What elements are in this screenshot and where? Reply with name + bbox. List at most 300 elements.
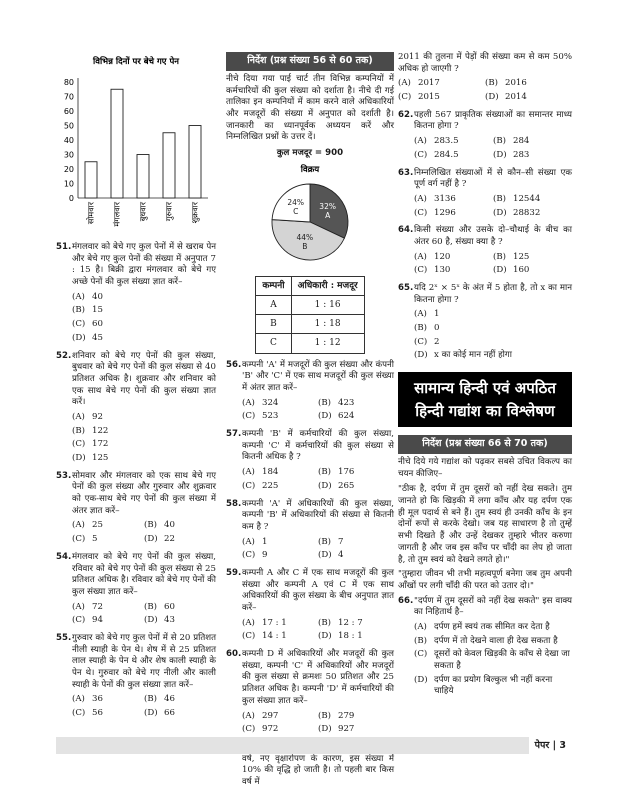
question — [398, 596, 572, 700]
question-number: 64. — [398, 225, 414, 236]
option[interactable] — [318, 466, 394, 480]
option-text: 2015 — [418, 92, 440, 103]
option[interactable] — [493, 264, 572, 278]
option[interactable] — [72, 332, 216, 346]
option-letter: (D) — [485, 92, 499, 103]
option-letter: (C) — [414, 336, 428, 347]
bar — [111, 89, 123, 198]
option-text: 72 — [92, 601, 103, 612]
question-text: कम्पनी A और C में एक साथ मजदूरों की कुल संख्या और कम्पनी A एवं C में एक साथ अधिकारियों की कुल संख्या के बीच अनुपात ज्ञात करें– — [242, 567, 394, 614]
option[interactable] — [414, 336, 572, 350]
option-letter: (C) — [414, 207, 428, 218]
x-tick-label: मंगलवार — [112, 202, 122, 227]
option[interactable] — [144, 519, 216, 533]
options — [56, 693, 216, 720]
question-66 — [398, 596, 572, 700]
option-text: 22 — [164, 534, 175, 545]
option-text: 0 — [434, 323, 440, 334]
bar — [85, 162, 97, 198]
bar-chart-svg — [56, 52, 216, 242]
option[interactable] — [72, 411, 216, 425]
direction-header-56-60: निर्देश (प्रश्न संख्या 56 से 60 तक) — [226, 52, 394, 71]
question-text: कम्पनी D में अधिकारियों और मजदूरों की कुल संख्या, कम्पनी 'C' में अधिकारियों और मजदूरों की कुल संख्या से क्रमशः 50 प्रतिशत और 25 प्रतिशत अधिक है। कम्पनी 'D' में कर्मचारियों की कुल संख्या ज्ञात करें– — [242, 649, 394, 706]
option-text: 92 — [92, 411, 103, 422]
option-letter: (A) — [242, 617, 255, 628]
option[interactable] — [485, 77, 572, 91]
option-text: दर्पण हमें स्वयं तक सीमित कर देता है — [434, 621, 550, 632]
question-number: 55. — [56, 632, 72, 643]
option[interactable] — [414, 149, 493, 163]
option-text: 14 : 1 — [262, 631, 287, 642]
option-text: 125 — [92, 453, 109, 463]
option-text: 176 — [338, 467, 355, 478]
option-letter: (A) — [72, 411, 85, 422]
option-letter: (B) — [318, 467, 332, 478]
table-header: कम्पनी — [256, 276, 291, 295]
option-letter: (C) — [414, 649, 428, 660]
options — [226, 466, 394, 493]
option[interactable] — [414, 193, 493, 207]
direction-text-2: नीचे दिये गये गद्यांश को पढ़कर सबसे उचित विकल्प का चयन कीजिए– — [398, 457, 572, 479]
option[interactable] — [72, 425, 216, 439]
option[interactable] — [72, 533, 144, 547]
question-number: 63. — [398, 167, 414, 178]
question-text: मंगलवार को बेचे गए कुल पेनों में से खराब पेन और बेचे गए कुल पेनों की संख्या में अनुपात 7 : 15 है। बिक्री द्वारा मंगलवार को बेचे गए अच्छे पेनों की कुल संख्या ज्ञात करें– — [72, 242, 216, 288]
option[interactable] — [72, 452, 216, 466]
option[interactable] — [414, 635, 572, 649]
question-stem — [226, 429, 394, 464]
option-text: 284.5 — [434, 149, 459, 160]
option-letter: (A) — [414, 251, 427, 262]
option[interactable] — [414, 251, 493, 265]
option-text: 2016 — [505, 78, 527, 89]
question-text: कम्पनी 'A' में अधिकारियों की कुल संख्या, कम्पनी 'B' में अधिकारियों की संख्या से कितनी कम है ? — [242, 498, 394, 532]
option[interactable] — [493, 207, 572, 221]
pie-slice-label: B — [302, 241, 308, 251]
y-tick-label: 50 — [63, 121, 74, 131]
question-text: निम्नलिखित संख्याओं में से कौन–सी संख्या एक पूर्ण वर्ग नहीं है ? — [414, 167, 572, 190]
option-text: 122 — [92, 425, 109, 436]
option[interactable] — [72, 291, 216, 305]
table-row — [256, 295, 364, 314]
pie-value-label: 44% — [296, 232, 314, 242]
option[interactable] — [144, 707, 216, 721]
option[interactable] — [414, 308, 572, 322]
table-cell: 1 : 12 — [291, 334, 364, 353]
option-letter: (C) — [242, 550, 256, 561]
option-letter: (B) — [414, 635, 428, 646]
right-column — [398, 52, 572, 704]
option-letter: (C) — [242, 631, 256, 642]
y-tick-label: 40 — [63, 136, 74, 145]
option[interactable] — [72, 707, 144, 721]
option-text: 60 — [92, 319, 103, 330]
option-letter: (A) — [414, 136, 427, 147]
option-letter: (B) — [318, 397, 332, 408]
footer-label: पेपर — [534, 740, 550, 751]
option[interactable] — [242, 630, 318, 644]
option[interactable] — [493, 135, 572, 149]
question-number: 62. — [398, 109, 414, 120]
question-stem — [56, 351, 216, 409]
option-letter: (D) — [318, 550, 332, 561]
option-text: 94 — [92, 615, 103, 626]
option-text: 1296 — [434, 207, 456, 218]
question-stem — [398, 168, 572, 191]
pie-caption: विक्रय — [300, 164, 320, 175]
question-text: किसी संख्या और उसके दो–चौथाई के बीच का अंतर 60 है, संख्या क्या है ? — [414, 225, 572, 247]
option-text: 324 — [262, 397, 279, 408]
option-text: 2 — [434, 336, 440, 347]
option-text: 25 — [92, 520, 103, 531]
options — [56, 519, 216, 546]
option[interactable] — [398, 77, 485, 91]
ratio-table — [255, 276, 364, 354]
option-text: 7 — [338, 536, 344, 547]
option-text: 18 : 1 — [338, 631, 363, 642]
question — [398, 110, 572, 163]
option-letter: (D) — [144, 708, 158, 719]
option[interactable] — [414, 674, 572, 699]
passage-paragraph: "ठीक है, दर्पण में तुम दूसरों को नहीं देख सकते। तुम जानते हो कि खिड़की में लगा काँच और यह दर्पण एक ही मूल पदार्थ से बने हैं। तुम स्वयं ही उनकी काँच के इन दोनों रूपों से करके देखो। जब यह साधारण है तो तुम्हें सभी दिखते हैं और उन्हें देखकर तुम्हारे भीतर करुणा जागती है और जब इस काँच पर चाँदी का लेप हो जाता है, तो तुम स्वयं को देखने लगते हो।" — [398, 484, 572, 565]
option[interactable] — [493, 251, 572, 265]
question-stem — [226, 568, 394, 615]
option[interactable] — [242, 710, 318, 724]
option[interactable] — [72, 519, 144, 533]
y-tick-label: 30 — [63, 150, 74, 160]
option-letter: (B) — [72, 425, 86, 436]
option[interactable] — [318, 549, 394, 563]
option-letter: (B) — [485, 78, 499, 89]
option[interactable] — [242, 410, 318, 424]
question-stem — [398, 596, 572, 619]
options — [226, 536, 394, 563]
pie-chart-svg — [226, 162, 394, 272]
middle-column — [226, 52, 394, 794]
option-letter: (C) — [72, 439, 86, 450]
option-text: 12544 — [513, 193, 541, 204]
option-text: 12 : 7 — [338, 617, 363, 628]
option[interactable] — [72, 693, 144, 707]
option[interactable] — [144, 693, 216, 707]
option[interactable] — [242, 536, 318, 550]
direction-text: नीचे दिया गया पाई चार्ट तीन विभिन्न कम्पनियों में कर्मचारियों की कुल संख्या को दर्शाता है। नीचे दी गई तालिका इन कम्पनियों में काम करने वाले अधिकारियों और मजदूरों की संख्या में अनुपात को दर्शाती है। जानकारी का ध्यानपूर्वक अध्ययन करें और निम्नलिखित प्रश्नों के उत्तर दें। — [226, 73, 394, 143]
option[interactable] — [318, 630, 394, 644]
options — [398, 77, 572, 104]
option[interactable] — [72, 438, 216, 452]
option[interactable] — [144, 601, 216, 615]
option-text: 184 — [262, 467, 279, 478]
option-letter: (C) — [72, 319, 86, 330]
question-stem — [398, 110, 572, 133]
question-stem — [226, 499, 394, 534]
options — [398, 621, 572, 699]
option[interactable] — [414, 621, 572, 635]
option-text: 1 — [434, 309, 440, 320]
option-text: 284 — [513, 136, 530, 147]
option[interactable] — [318, 710, 394, 724]
option[interactable] — [318, 410, 394, 424]
option-letter: (C) — [72, 708, 86, 719]
table-cell: B — [256, 315, 291, 334]
option-text: 5 — [92, 534, 98, 545]
right-questions — [398, 110, 572, 363]
option-letter: (D) — [493, 207, 507, 218]
page-footer — [56, 737, 572, 754]
table-cell: 1 : 18 — [291, 315, 364, 334]
option-text: 40 — [164, 520, 175, 531]
option-text: 172 — [92, 439, 109, 450]
option[interactable] — [318, 397, 394, 411]
option-letter: (C) — [398, 92, 412, 103]
question — [56, 351, 216, 466]
question-number: 58. — [226, 498, 242, 509]
chart-title: विभिन्न दिनों पर बेचे गए पेन — [93, 57, 179, 67]
table-header: अधिकारी : मजदूर — [291, 276, 364, 295]
option-text: 2017 — [418, 78, 440, 89]
question-number: 53. — [56, 470, 72, 481]
option[interactable] — [144, 614, 216, 628]
option-letter: (B) — [72, 305, 86, 316]
option-letter: (B) — [493, 136, 507, 147]
option[interactable] — [414, 264, 493, 278]
option-text: 15 — [92, 305, 103, 316]
options — [398, 193, 572, 220]
question-61-continued — [398, 52, 572, 105]
option[interactable] — [414, 207, 493, 221]
option-letter: (A) — [414, 193, 427, 204]
option-text: दर्पण का प्रयोग बिल्कुल भी नहीं करना चाहिये — [434, 674, 553, 697]
option-text: 279 — [338, 710, 355, 721]
option-letter: (A) — [242, 536, 255, 547]
pie-chart — [226, 162, 394, 272]
option-text: 66 — [164, 708, 175, 719]
pie-slice-label: C — [293, 206, 299, 216]
option[interactable] — [242, 723, 318, 737]
bar — [137, 155, 149, 199]
option-letter: (D) — [72, 332, 86, 343]
question — [226, 360, 394, 424]
section-title-line-2: हिन्दी गद्यांश का विश्लेषण — [415, 401, 555, 420]
option[interactable] — [493, 193, 572, 207]
y-tick-label: 10 — [63, 179, 74, 189]
table-cell: 1 : 16 — [291, 295, 364, 314]
option-text: 225 — [262, 480, 279, 491]
question — [398, 283, 572, 363]
option-letter: (A) — [72, 601, 85, 612]
question-text: कम्पनी 'B' में कर्मचारियों की कुल संख्या, कम्पनी 'C' में कर्मचारियों की कुल संख्या से कितनी अधिक है ? — [242, 429, 394, 463]
option-letter: (D) — [414, 674, 428, 685]
option-text: 9 — [262, 550, 268, 561]
option[interactable] — [414, 349, 572, 363]
question-stem — [226, 360, 394, 395]
question-number: 54. — [56, 551, 72, 562]
total-workers: कुल मजदूर = 900 — [276, 148, 344, 159]
options — [398, 308, 572, 363]
question — [226, 499, 394, 563]
question — [398, 168, 572, 221]
pie-value-label: 24% — [287, 197, 305, 207]
bar-chart — [56, 52, 216, 242]
option-text: 423 — [338, 397, 355, 408]
question-text: 2011 की तुलना में पेड़ों की संख्या कम से कम 50% अधिक हो जाएगी ? — [398, 52, 572, 74]
question-number: 60. — [226, 649, 242, 660]
question-stem — [226, 649, 394, 707]
option-letter: (D) — [318, 631, 332, 642]
option-letter: (A) — [414, 621, 427, 632]
x-tick-label: सोमवार — [86, 202, 96, 225]
option[interactable] — [144, 533, 216, 547]
options — [226, 710, 394, 737]
option-letter: (B) — [318, 536, 332, 547]
option-letter: (B) — [144, 520, 158, 531]
option[interactable] — [72, 318, 216, 332]
option[interactable] — [318, 536, 394, 550]
question-text: कम्पनी 'A' में मजदूरों की कुल संख्या और कंपनी 'B' और 'C' में एक साथ मजदूरों की कुल संख्या में अंतर ज्ञात करें– — [242, 359, 394, 394]
question — [398, 225, 572, 278]
option-text: 283 — [513, 149, 530, 160]
option[interactable] — [72, 601, 144, 615]
option[interactable] — [72, 304, 216, 318]
pie-slice-label: A — [325, 210, 331, 220]
option[interactable] — [414, 648, 572, 673]
options — [398, 251, 572, 278]
question-number: 65. — [398, 283, 414, 293]
question-stem — [56, 633, 216, 691]
option-text: 2014 — [505, 92, 527, 103]
option-letter: (C) — [72, 615, 86, 626]
table-cell: A — [256, 295, 291, 314]
option-text: 56 — [92, 708, 103, 719]
question-number: 66. — [398, 595, 414, 606]
options — [56, 601, 216, 628]
table-cell: C — [256, 334, 291, 353]
option[interactable] — [398, 91, 485, 105]
option-letter: (D) — [318, 411, 332, 422]
option-text: 927 — [338, 724, 355, 735]
question-number: 59. — [226, 567, 242, 578]
option-letter: (C) — [414, 265, 428, 276]
option-text: 36 — [92, 694, 103, 705]
option-text: 1 — [262, 536, 268, 547]
option[interactable] — [414, 135, 493, 149]
option[interactable] — [318, 617, 394, 631]
footer-page-number: 3 — [559, 740, 566, 751]
option-letter: (C) — [242, 724, 256, 735]
option-text: 523 — [262, 411, 279, 422]
x-tick-label: गुरुवार — [164, 202, 174, 222]
option-letter: (A) — [398, 78, 411, 89]
question-number: 52. — [56, 350, 72, 361]
option-letter: (A) — [242, 397, 255, 408]
option-letter: (A) — [72, 291, 85, 302]
question-number: 57. — [226, 429, 242, 440]
option-letter: (D) — [144, 534, 158, 545]
options — [56, 411, 216, 466]
option-text: 125 — [513, 251, 530, 262]
option-letter: (C) — [242, 480, 256, 491]
option-letter: (B) — [144, 601, 158, 612]
question — [56, 242, 216, 346]
option-letter: (C) — [414, 149, 428, 160]
section-title — [398, 372, 572, 427]
option-text: 624 — [338, 411, 355, 422]
option-letter: (D) — [414, 350, 428, 361]
option[interactable] — [242, 617, 318, 631]
question-text: यदि 2ˣ × 5ˣ के अंत में 5 होता है, तो x का मान कितना होगा ? — [414, 283, 572, 305]
options — [226, 397, 394, 424]
y-tick-label: 70 — [63, 92, 74, 102]
option-text: 40 — [92, 291, 103, 302]
question-number: 51. — [56, 242, 72, 252]
option-letter: (D) — [493, 265, 507, 276]
question-text: "दर्पण में तुम दूसरों को नहीं देख सकते" इस वाक्य का निहितार्थ है– — [414, 595, 572, 618]
table-row — [256, 315, 364, 334]
y-tick-label: 80 — [63, 78, 74, 87]
option[interactable] — [72, 614, 144, 628]
y-tick-label: 60 — [63, 107, 74, 116]
option-text: 17 : 1 — [262, 617, 287, 628]
question-text: शनिवार को बेचे गए पेनों की कुल संख्या, बुधवार को बेचे गए पेनों की कुल संख्या से 40 प्रतिशत अधिक है। शुक्रवार और शनिवार को एक साथ बेचे गए पेनों की कुल संख्या ज्ञात करें। — [72, 350, 216, 408]
option[interactable] — [414, 322, 572, 336]
option-letter: (C) — [242, 411, 256, 422]
option-text: 120 — [434, 251, 451, 262]
option-letter: (D) — [318, 724, 332, 735]
table-row — [256, 334, 364, 353]
question-text: पहली 567 प्राकृतिक संख्याओं का समान्तर माध्य कितना होगा ? — [414, 109, 572, 132]
page-number: पेपर | 3 — [529, 737, 572, 754]
question-stem — [398, 225, 572, 248]
section-title-line-1: सामान्य हिन्दी एवं अपठित — [414, 379, 556, 398]
option-text: 45 — [92, 332, 103, 343]
option-text: 4 — [338, 550, 344, 561]
option-text: 160 — [513, 265, 530, 276]
option-text: 297 — [262, 710, 279, 721]
options — [398, 135, 572, 162]
question — [56, 633, 216, 721]
question-stem — [56, 552, 216, 599]
question-number: 56. — [226, 359, 242, 370]
option[interactable] — [493, 149, 572, 163]
option[interactable] — [485, 91, 572, 105]
option-letter: (B) — [144, 694, 158, 705]
option[interactable] — [242, 549, 318, 563]
option-letter: (D) — [72, 453, 86, 463]
option-text: 972 — [262, 724, 279, 735]
option[interactable] — [318, 480, 394, 494]
options — [56, 291, 216, 346]
option[interactable] — [318, 723, 394, 737]
option-text: 43 — [164, 615, 175, 626]
left-questions — [56, 242, 216, 721]
option-letter: (D) — [144, 615, 158, 626]
option[interactable] — [242, 480, 318, 494]
question-text: सोमवार और मंगलवार को एक साथ बेचे गए पेनों की कुल संख्या और गुरुवार और शुक्रवार को एक-साथ बेचे गए पेनों की कुल संख्या में अंतर ज्ञात करें– — [72, 470, 216, 516]
option-text: x का कोई मान नहीं होगा — [434, 350, 512, 361]
option[interactable] — [242, 466, 318, 480]
option-letter: (B) — [318, 617, 332, 628]
question — [226, 568, 394, 644]
direction-header-66-70: निर्देश (प्रश्न संख्या 66 से 70 तक) — [398, 435, 572, 454]
option-letter: (A) — [242, 710, 255, 721]
option-text: 283.5 — [434, 136, 459, 147]
option-letter: (A) — [72, 520, 85, 531]
option[interactable] — [242, 397, 318, 411]
left-column — [56, 52, 216, 726]
question-stem — [56, 242, 216, 289]
option-letter: (A) — [414, 309, 427, 320]
option-letter: (B) — [493, 193, 507, 204]
